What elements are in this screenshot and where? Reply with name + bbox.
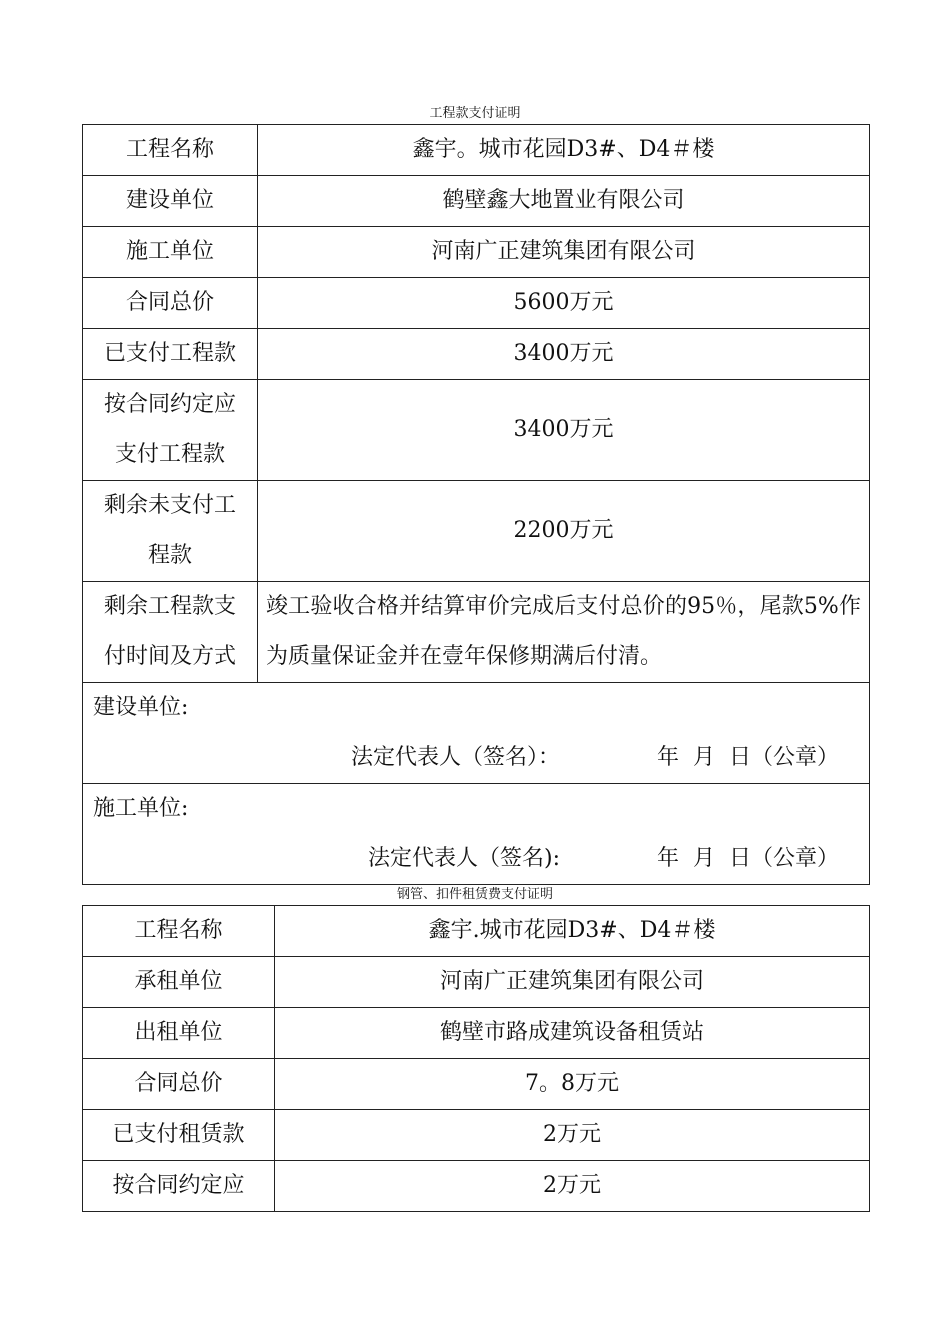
row-label-line: 按合同约定应 [103,392,236,417]
signature-row-contractor [83,784,870,885]
rental-payment-table [82,905,870,1212]
table-row [83,227,870,278]
row-label-line: 剩余工程款支 [103,594,236,619]
row-value: 鹤壁市路成建筑设备租赁站 [275,1008,870,1059]
row-value: 5600万元 [258,278,870,329]
row-label: 建设单位 [83,176,258,227]
row-label: 承租单位 [83,957,275,1008]
row-label: 施工单位 [83,227,258,278]
table-row [83,125,870,176]
doc2-title: 钢管、扣件租赁费支付证明 [396,887,553,902]
table-row [83,1161,870,1212]
payment-certificate-table [82,124,870,885]
row-value: 鹤壁鑫大地置业有限公司 [258,176,870,227]
row-value: 2200万元 [258,481,870,582]
payment-method-text: 竣工验收合格并结算审价完成后支付总价的95％，尾款5%作为质量保证金并在壹年保修期满后付清。 [258,582,870,683]
row-label: 工程名称 [83,125,258,176]
doc1-title: 工程款支付证明 [429,106,521,121]
table-row [83,1059,870,1110]
row-value: 河南广正建筑集团有限公司 [275,957,870,1008]
table-row [83,176,870,227]
row-label-line: 剩余未支付工 [103,493,236,518]
row-value: 鑫宇。城市花园D3#、D4＃楼 [258,125,870,176]
builder-unit-label: 建设单位: [93,695,189,720]
row-label [83,582,258,683]
row-label: 工程名称 [83,906,275,957]
row-value: 3400万元 [258,380,870,481]
row-label: 按合同约定应 [83,1161,275,1212]
row-value: 2万元 [275,1161,870,1212]
table-row [83,1008,870,1059]
row-label: 已支付工程款 [83,329,258,380]
row-label-line: 付时间及方式 [103,644,236,669]
row-label: 出租单位 [83,1008,275,1059]
row-label: 已支付租赁款 [83,1110,275,1161]
row-label: 合同总价 [83,1059,275,1110]
row-label: 合同总价 [83,278,258,329]
row-value: 2万元 [275,1110,870,1161]
row-label-line: 程款 [147,543,192,568]
row-label [83,380,258,481]
row-value: 鑫宇.城市花园D3#、D4＃楼 [275,906,870,957]
builder-date-label: 年 月 日（公章） [657,745,839,770]
signature-row-builder [83,683,870,784]
contractor-date-label: 年 月 日（公章） [657,846,839,871]
table-row [83,957,870,1008]
table-row [83,329,870,380]
row-value: 7。8万元 [275,1059,870,1110]
table-row [83,481,870,582]
table-row [83,582,870,683]
table-row [83,1110,870,1161]
contractor-rep-label: 法定代表人（签名): [368,846,560,871]
contractor-unit-label: 施工单位: [93,796,189,821]
table-row [83,906,870,957]
row-label-line: 支付工程款 [114,442,225,467]
row-label [83,481,258,582]
table-row [83,380,870,481]
row-value: 河南广正建筑集团有限公司 [258,227,870,278]
row-value: 3400万元 [258,329,870,380]
builder-rep-label: 法定代表人（签名）： [351,745,561,770]
table-row [83,278,870,329]
